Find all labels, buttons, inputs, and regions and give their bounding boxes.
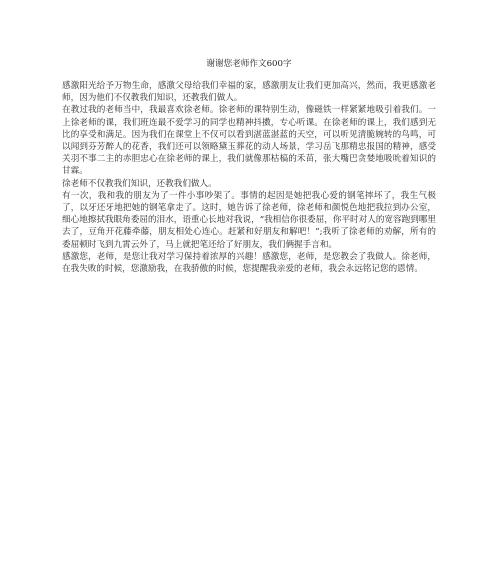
paragraph-intro: 感激阳光给予万物生命，感激父母给我们幸福的家，感激朋友让我们更加高兴，然而，我更感激老师，因为他们不仅教我们知识，还教我们做人。 [62, 81, 436, 104]
paragraph-gratitude: 感激您，老师，是您让我对学习保持着浓厚的兴趣！感激您，老师，是您教会了我做人。徐老师，在我失败的时候，您激励我，在我骄傲的时候，您提醒我亲爱的老师，我会永远铭记您的恩情。 [62, 251, 436, 275]
paragraph-teacher-classes: 在教过我的老师当中，我最喜欢徐老师。徐老师的课特别生动，像磁铁一样紧紧地吸引着我们。一上徐老师的课，我们班连最不爱学习的同学也精神抖擞，专心听课。在徐老师的课上，我们感到无比的享受和满足。因为我们在课堂上不仅可以看到湛蓝湛蓝的天空，可以听见清脆婉转的鸟鸣，可以闻到芬芳醉人的花香，我们还可以领略黛玉葬花的动人场景，学习岳飞那精忠报国的精神，感受关羽不事二主的赤胆忠心在徐老师的课上，我们就像那枯槁的禾苗，张大嘴巴贪婪地吸吮着知识的甘霖。 [62, 105, 436, 177]
document-title: 谢谢您老师作文600字 [206, 59, 292, 69]
paragraph-teaches-manners: 徐老师不仅教我们知识，还教我们做人。 [62, 178, 217, 189]
paragraph-quarrel-story: 有一次，我和我的朋友为了一件小事吵架了。事情的起因是她把我心爱的钢笔摔坏了，我生气极了，以牙还牙地把她的钢笔拿走了。这时，她告诉了徐老师，徐老师和颜悦色地把我拉到办公室，细心地擦拭我眼角委屈的泪水，语重心长地对我说，“我相信你很委屈，你平时对人的宽容跑到哪里去了，豆角开花藤牵藤，朋友相处心连心。赶紧和好朋友和解吧！”;我听了徐老师的劝解，所有的委屈顿时飞到九霄云外了，马上就把笔还给了好朋友，我们俩握手言和。 [62, 190, 436, 250]
document-page [62, 58, 436, 275]
